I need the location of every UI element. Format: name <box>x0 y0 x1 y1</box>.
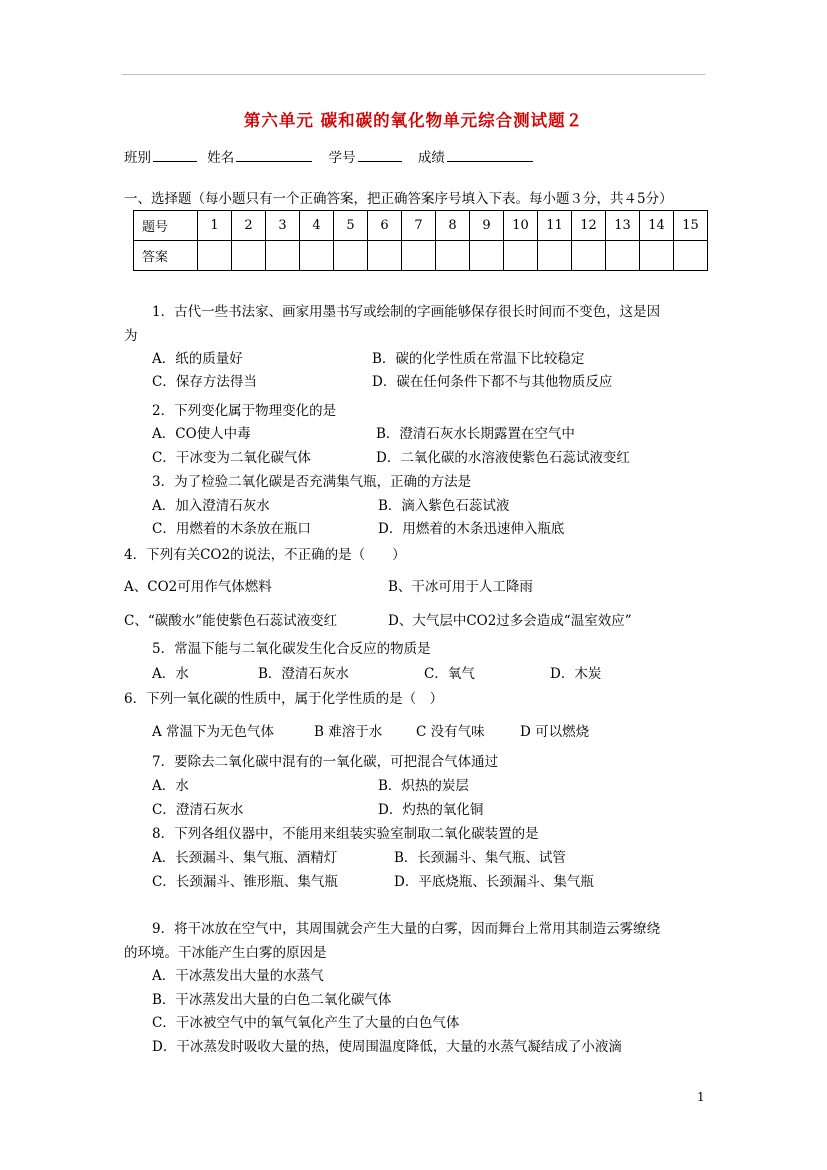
number-label: 学号 <box>328 150 356 166</box>
answer-cell[interactable] <box>266 241 300 271</box>
question-number: 6 <box>368 211 402 241</box>
q9-option-c: C．干冰被空气中的氧气氧化产生了大量的白色气体 <box>152 1015 460 1031</box>
answer-cell[interactable] <box>436 241 470 271</box>
q6-stem: 6．下列一氧化碳的性质中，属于化学性质的是（ ） <box>124 691 444 707</box>
answer-table <box>133 210 708 271</box>
question-number-row <box>134 211 708 241</box>
q4-option-a: A、CO2可用作气体燃料 <box>124 579 272 595</box>
q4-stem: 4．下列有关CO2的说法，不正确的是（ ） <box>124 547 406 563</box>
answer-cell[interactable] <box>368 241 402 271</box>
q5-option-b: B．澄清石灰水 <box>258 666 349 682</box>
student-info-line <box>124 147 535 167</box>
q8-option-a: A．长颈漏斗、集气瓶、酒精灯 <box>152 850 338 866</box>
answer-cell[interactable] <box>334 241 368 271</box>
question-number: 9 <box>470 211 504 241</box>
page-title: 第六单元 碳和碳的氧化物单元综合测试题２ <box>243 111 584 130</box>
q6-option-a: A 常温下为无色气体 <box>152 724 275 740</box>
q2-option-b: B．澄清石灰水长期露置在空气中 <box>376 426 575 442</box>
question-number: 1 <box>198 211 232 241</box>
name-label: 姓名 <box>207 150 235 166</box>
q9-option-b: B．干冰蒸发出大量的白色二氧化碳气体 <box>152 992 392 1008</box>
answer-label: 答案 <box>134 241 198 271</box>
q1-option-c: C．保存方法得当 <box>152 374 257 390</box>
q7-option-b: B．炽热的炭层 <box>378 778 469 794</box>
q3-option-c: C．用燃着的木条放在瓶口 <box>152 521 311 537</box>
q5-option-c: C．氧气 <box>424 666 475 682</box>
answer-cell[interactable] <box>300 241 334 271</box>
section-heading: 一、选择题（每小题只有一个正确答案，把正确答案序号填入下表。每小题３分，共４5分） <box>124 191 673 207</box>
q9-stem-cont: 的环境。干冰能产生白雾的原因是 <box>124 945 327 961</box>
page-number: 1 <box>697 1090 705 1104</box>
answer-cell[interactable] <box>572 241 606 271</box>
question-number: 12 <box>572 211 606 241</box>
name-blank[interactable] <box>236 147 312 162</box>
q6-option-d: D 可以燃烧 <box>520 724 590 740</box>
q1-stem-cont: 为 <box>124 328 138 344</box>
question-number: 3 <box>266 211 300 241</box>
q2-stem: 2．下列变化属于物理变化的是 <box>152 403 337 419</box>
q6-option-b: B 难溶于水 <box>314 724 383 740</box>
q3-option-d: D．用燃着的木条迅速伸入瓶底 <box>378 521 565 537</box>
q5-option-a: A．水 <box>152 666 189 682</box>
q4-option-d: D、大气层中CO2过多会造成“温室效应” <box>388 613 632 629</box>
q1-option-d: D．碳在任何条件下都不与其他物质反应 <box>372 374 613 390</box>
question-number: 10 <box>504 211 538 241</box>
row-label: 题号 <box>134 211 198 241</box>
question-number: 2 <box>232 211 266 241</box>
score-label: 成绩 <box>417 150 445 166</box>
question-number: 7 <box>402 211 436 241</box>
question-number: 13 <box>606 211 640 241</box>
q8-stem: 8．下列各组仪器中，不能用来组装实验室制取二氧化碳装置的是 <box>152 826 539 842</box>
q1-option-b: B．碳的化学性质在常温下比较稳定 <box>372 351 585 367</box>
answer-cell[interactable] <box>402 241 436 271</box>
q8-option-b: B．长颈漏斗、集气瓶、试管 <box>394 850 566 866</box>
class-blank[interactable] <box>153 147 197 162</box>
q8-option-c: C．长颈漏斗、锥形瓶、集气瓶 <box>152 874 338 890</box>
question-number: 14 <box>640 211 674 241</box>
header-rule <box>122 74 705 75</box>
q4-option-c: C、“碳酸水”能使紫色石蕊试液变红 <box>124 613 338 629</box>
q9-stem: 9．将干冰放在空气中，其周围就会产生大量的白雾，因而舞台上常用其制造云雾缭绕 <box>152 921 661 937</box>
answer-cell[interactable] <box>470 241 504 271</box>
q4-option-b: B、干冰可用于人工降雨 <box>388 579 533 595</box>
answer-cell[interactable] <box>640 241 674 271</box>
q3-option-a: A．加入澄清石灰水 <box>152 498 270 514</box>
q9-option-a: A．干冰蒸发出大量的水蒸气 <box>152 968 324 984</box>
q5-option-d: D．木炭 <box>550 666 602 682</box>
answer-row <box>134 241 708 271</box>
answer-cell[interactable] <box>198 241 232 271</box>
q1-option-a: A．纸的质量好 <box>152 351 243 367</box>
q7-option-a: A．水 <box>152 778 189 794</box>
question-number: 8 <box>436 211 470 241</box>
q9-option-d: D．干冰蒸发时吸收大量的热，使周围温度降低，大量的水蒸气凝结成了小液滴 <box>152 1039 622 1055</box>
class-label: 班别 <box>124 150 151 166</box>
q2-option-d: D．二氧化碳的水溶液使紫色石蕊试液变红 <box>376 450 630 466</box>
q7-option-d: D．灼热的氧化铜 <box>378 802 484 818</box>
score-blank[interactable] <box>447 147 533 162</box>
question-number: 15 <box>674 211 708 241</box>
question-number: 4 <box>300 211 334 241</box>
q5-stem: 5．常温下能与二氧化碳发生化合反应的物质是 <box>152 641 431 657</box>
question-number: 5 <box>334 211 368 241</box>
q2-option-c: C．干冰变为二氧化碳气体 <box>152 450 311 466</box>
answer-cell[interactable] <box>504 241 538 271</box>
answer-cell[interactable] <box>674 241 708 271</box>
answer-cell[interactable] <box>232 241 266 271</box>
q7-stem: 7．要除去二氧化碳中混有的一氧化碳，可把混合气体通过 <box>152 754 499 770</box>
answer-cell[interactable] <box>606 241 640 271</box>
q8-option-d: D．平底烧瓶、长颈漏斗、集气瓶 <box>394 874 594 890</box>
q3-option-b: B．滴入紫色石蕊试液 <box>378 498 510 514</box>
number-blank[interactable] <box>358 147 402 162</box>
q2-option-a: A．CO使人中毒 <box>152 426 251 442</box>
q7-option-c: C．澄清石灰水 <box>152 802 244 818</box>
q1-stem: 1．古代一些书法家、画家用墨书写或绘制的字画能够保存很长时间而不变色，这是因 <box>152 304 661 320</box>
q3-stem: 3．为了检验二氧化碳是否充满集气瓶，正确的方法是 <box>152 474 472 490</box>
question-number: 11 <box>538 211 572 241</box>
answer-cell[interactable] <box>538 241 572 271</box>
q6-option-c: C 没有气味 <box>416 724 485 740</box>
